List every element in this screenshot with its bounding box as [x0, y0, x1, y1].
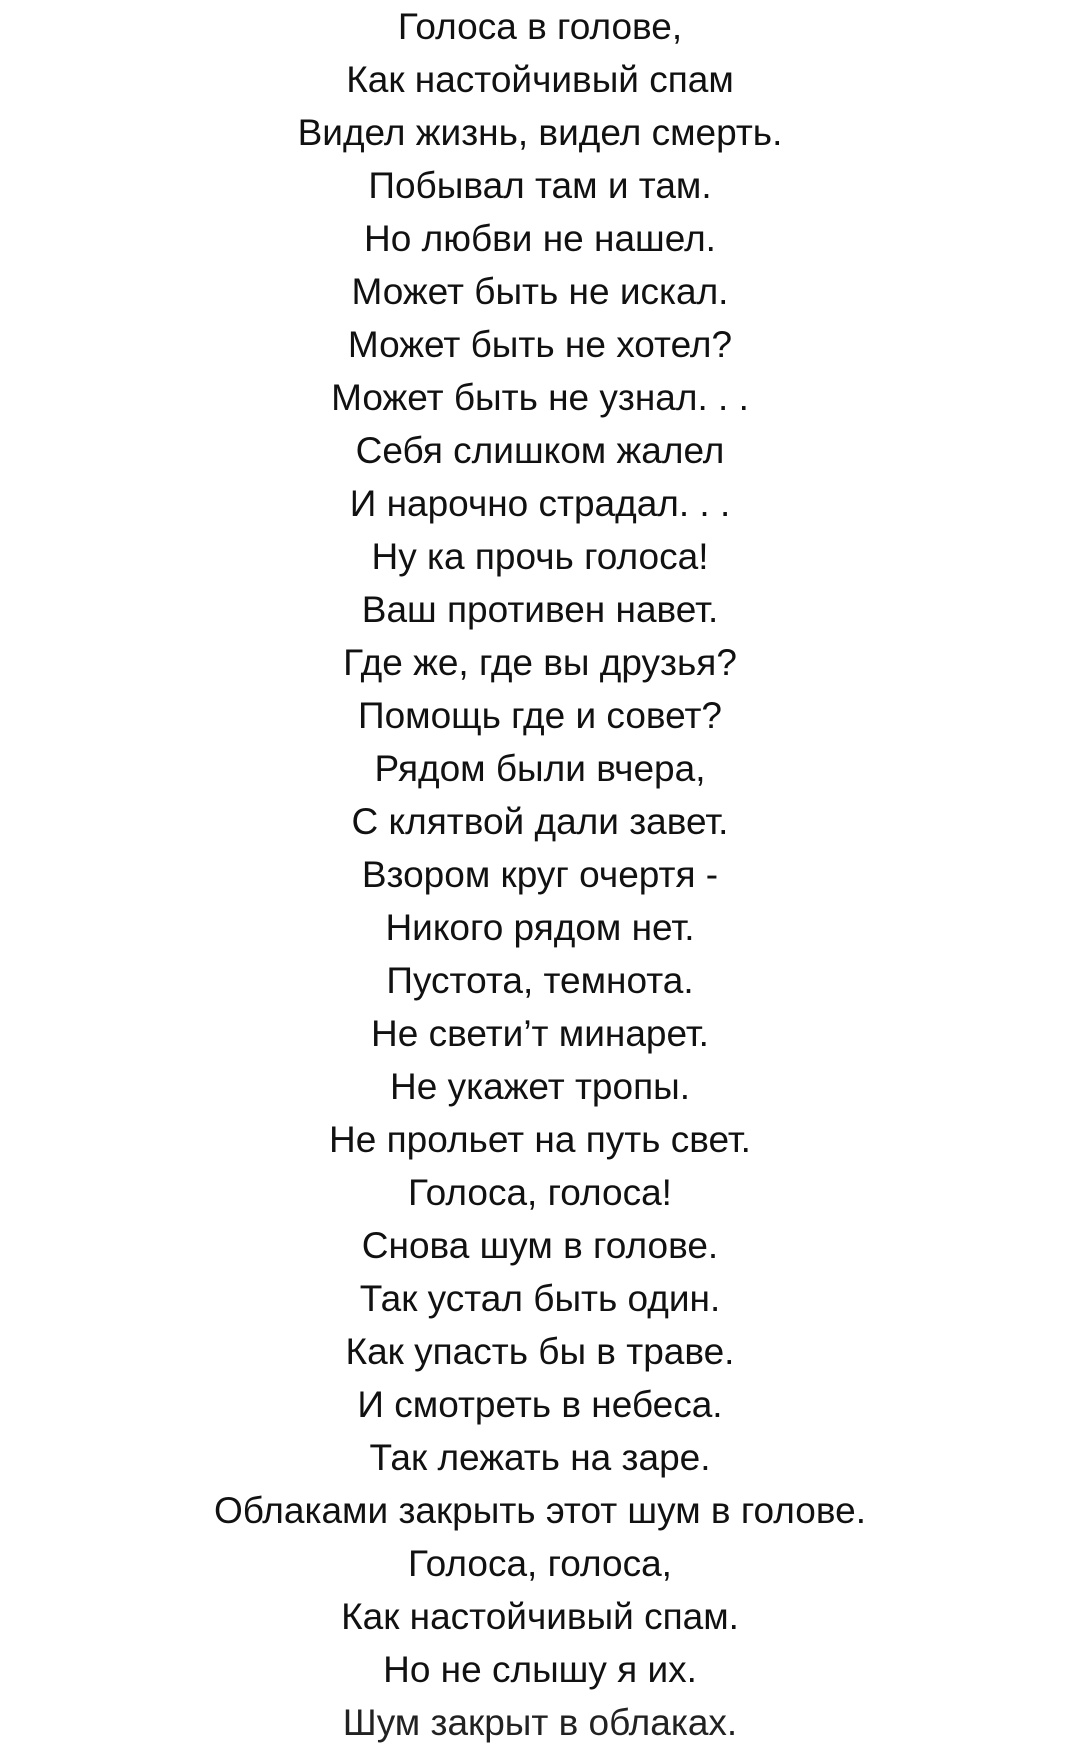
poem-line-6: Может быть не искал.: [351, 271, 729, 312]
poem-line-21: Не укажет тропы.: [390, 1066, 690, 1107]
poem-line-22: Не прольет на путь свет.: [329, 1119, 751, 1160]
poem-line-1: Голоса в голове,: [397, 6, 683, 47]
poem-line-32: Но не слышу я их.: [383, 1649, 697, 1690]
poem-line-11: Ну ка прочь голоса!: [371, 536, 709, 577]
poem-line-28: Так лежать на заре.: [369, 1437, 711, 1478]
poem-line-3: Видел жизнь, видел смерть.: [297, 112, 783, 153]
poem-line-33: Шум закрыт в облаках.: [342, 1702, 738, 1743]
poem-line-31: Как настойчивый спам.: [341, 1596, 739, 1637]
poem-line-29: Облаками закрыть этот шум в голове.: [214, 1490, 866, 1531]
poem-line-25: Так устал быть один.: [359, 1278, 721, 1319]
poem-line-18: Никого рядом нет.: [385, 907, 695, 948]
poem-line-12: Ваш противен навет.: [361, 589, 719, 630]
poem-line-14: Помощь где и совет?: [357, 695, 723, 736]
poem-line-23: Голоса, голоса!: [408, 1172, 672, 1213]
poem-line-19: Пустота, темнота.: [386, 960, 694, 1001]
poem-line-10: И нарочно страдал. . .: [349, 483, 731, 524]
poem-line-17: Взором круг очертя -: [361, 854, 719, 895]
poem-line-20: Не свети’т минарет.: [371, 1013, 709, 1054]
poem-line-27: И смотреть в небеса.: [357, 1384, 723, 1425]
poem-line-24: Снова шум в голове.: [361, 1225, 719, 1266]
poem-line-8: Может быть не узнал. . .: [331, 377, 749, 418]
poem-line-4: Побывал там и там.: [368, 165, 712, 206]
poem-line-7: Может быть не хотел?: [347, 324, 733, 365]
poem-line-30: Голоса, голоса,: [408, 1543, 672, 1584]
poem-line-13: Где же, где вы друзья?: [343, 642, 737, 683]
poem-line-2: Как настойчивый спам: [346, 59, 734, 100]
poem-line-26: Как упасть бы в траве.: [345, 1331, 735, 1372]
poem-line-9: Себя слишком жалел: [355, 430, 725, 471]
poem-line-16: С клятвой дали завет.: [351, 801, 729, 842]
poem-line-5: Но любви не нашел.: [364, 218, 716, 259]
poem-line-15: Рядом были вчера,: [374, 748, 706, 789]
